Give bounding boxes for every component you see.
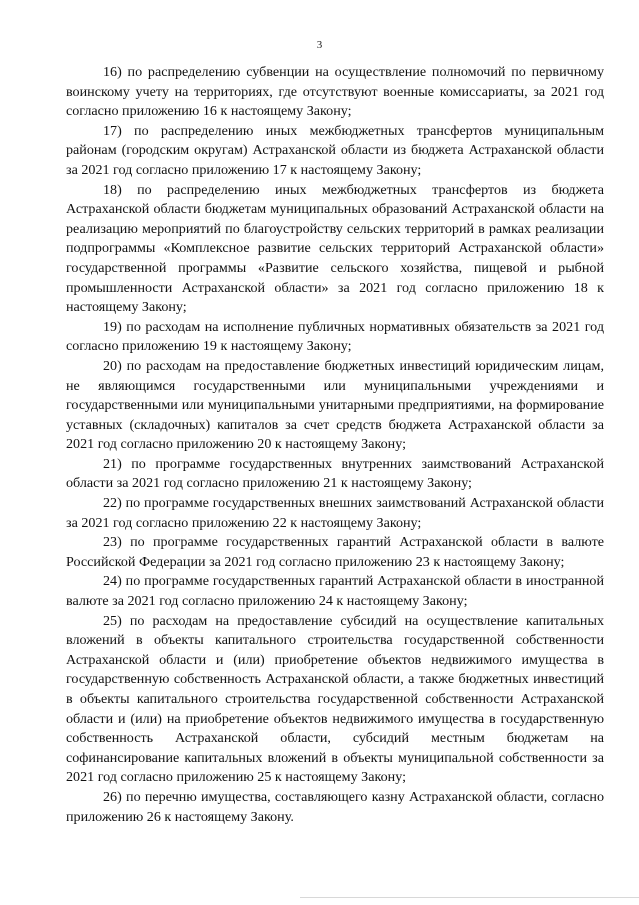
paragraph-22: 22) по программе государственных внешних заимствований Астраханской области за 2021 год согласно приложению 22 к настоящему Закону;: [66, 495, 604, 531]
paragraph-16: 16) по распределению субвенции на осуществление полномочий по первичному воинскому учету на территориях, где отсутствуют военные комиссариаты, за 2021 год согласно приложению 16 к настоящему Закону;: [66, 64, 604, 120]
document-body: [66, 63, 604, 827]
scan-edge-line: [300, 897, 639, 898]
paragraph-17: 17) по распределению иных межбюджетных трансфертов муниципальным районам (городским округам) Астраханской области из бюджета Астраханской области за 2021 год согласно приложению 17 к настоящему Закону;: [66, 122, 604, 178]
paragraph-21: 21) по программе государственных внутренних заимствований Астраханской области за 2021 год согласно приложению 21 к настоящему Закону;: [66, 455, 604, 492]
paragraph-20: 20) по расходам на предоставление бюджетных инвестиций юридическим лицам, не являющимся государственными или муниципальными учреждениями и государственными или муниципальными унитарными предприятиями, на формирование уставных (складочных) капиталов за счет средств бюджета Астраханской области за 2021 год согласно приложению 20 к настоящему Закону;: [66, 357, 604, 453]
paragraph-19: 19) по расходам на исполнение публичных нормативных обязательств за 2021 год согласно приложению 19 к настоящему Закону;: [66, 318, 604, 355]
paragraph-18: 18) по распределению иных межбюджетных трансфертов из бюджета Астраханской области бюджетам муниципальных образований Астраханской области на реализацию мероприятий по благоустройству сельских территорий в рамках реализации подпрограммы «Комплексное развитие сельских территорий Астраханской области» государственной программы «Развитие сельского хозяйства, пищевой и рыбной промышленности Астраханской области» за 2021 год согласно приложению 18 к настоящему Закону;: [66, 181, 604, 316]
paragraph-25: 25) по расходам на предоставление субсидий на осуществление капитальных вложений в объекты капитального строительства государственной собственности Астраханской области и (или) приобретение объектов недвижимого имущества в государственную собственность Астраханской области, а также бюджетных инвестиций в объекты капитального строительства государственной собственности Астраханской области и (или) на приобретение объектов недвижимого имущества в государственную собственность Астраханской области, субсидий местным бюджетам на софинансирование капитальных вложений в объекты муниципальной собственности за 2021 год согласно приложению 25 к настоящему Закону;: [66, 612, 604, 786]
page-number: 3: [316, 39, 323, 51]
paragraph-24: 24) по программе государственных гарантий Астраханской области в иностранной валюте за 2021 год согласно приложению 24 к настоящему Закону;: [66, 573, 604, 610]
paragraph-23: 23) по программе государственных гарантий Астраханской области в валюте Российской Федерации за 2021 год согласно приложению 23 к настоящему Закону;: [66, 534, 604, 570]
paragraph-26: 26) по перечню имущества, составляющего казну Астраханской области, согласно приложению 26 к настоящему Закону.: [66, 788, 604, 825]
